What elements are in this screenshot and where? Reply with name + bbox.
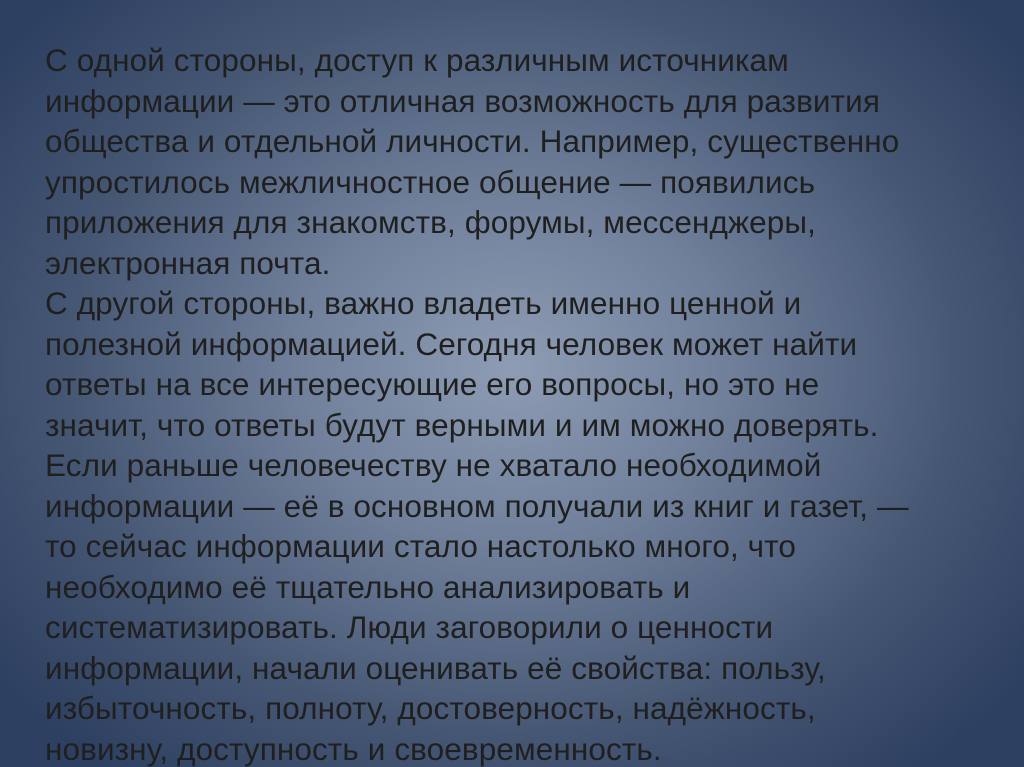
text-line: полезной информацией. Сегодня человек может найти (45, 325, 858, 362)
text-line: электронная почта. (45, 244, 331, 281)
text-line: значит, что ответы будут верными и им можно доверять. (45, 406, 879, 443)
text-line: избыточность, полноту, достоверность, надёжность, (45, 690, 816, 726)
text-line: упростилось межличностное общение — появились (45, 163, 816, 200)
text-line: С одной стороны, доступ к различным источникам (45, 42, 789, 78)
text-line: Если раньше человечеству не хватало необходимой (45, 447, 822, 483)
text-line: информации — её в основном получали из книг и газет, — (45, 487, 909, 524)
text-line: новизну, доступность и своевременность. (45, 730, 662, 767)
slide-body-text (45, 40, 1005, 767)
text-line: приложения для знакомств, форумы, мессенджеры, (45, 204, 816, 240)
text-line: общества и отдельной личности. Например, существенно (45, 123, 900, 159)
text-line: ответы на все интересующие его вопросы, но это не (45, 366, 820, 402)
text-line: необходимо её тщательно анализировать и (45, 568, 691, 605)
text-line: систематизировать. Люди заговорили о ценности (45, 609, 774, 645)
text-line: С другой стороны, важно владеть именно ценной и (45, 285, 802, 321)
text-line: информации — это отличная возможность для развития (45, 82, 880, 119)
text-line: информации, начали оценивать её свойства: пользу, (45, 649, 826, 686)
text-line: то сейчас информации стало настолько много, что (45, 528, 796, 564)
